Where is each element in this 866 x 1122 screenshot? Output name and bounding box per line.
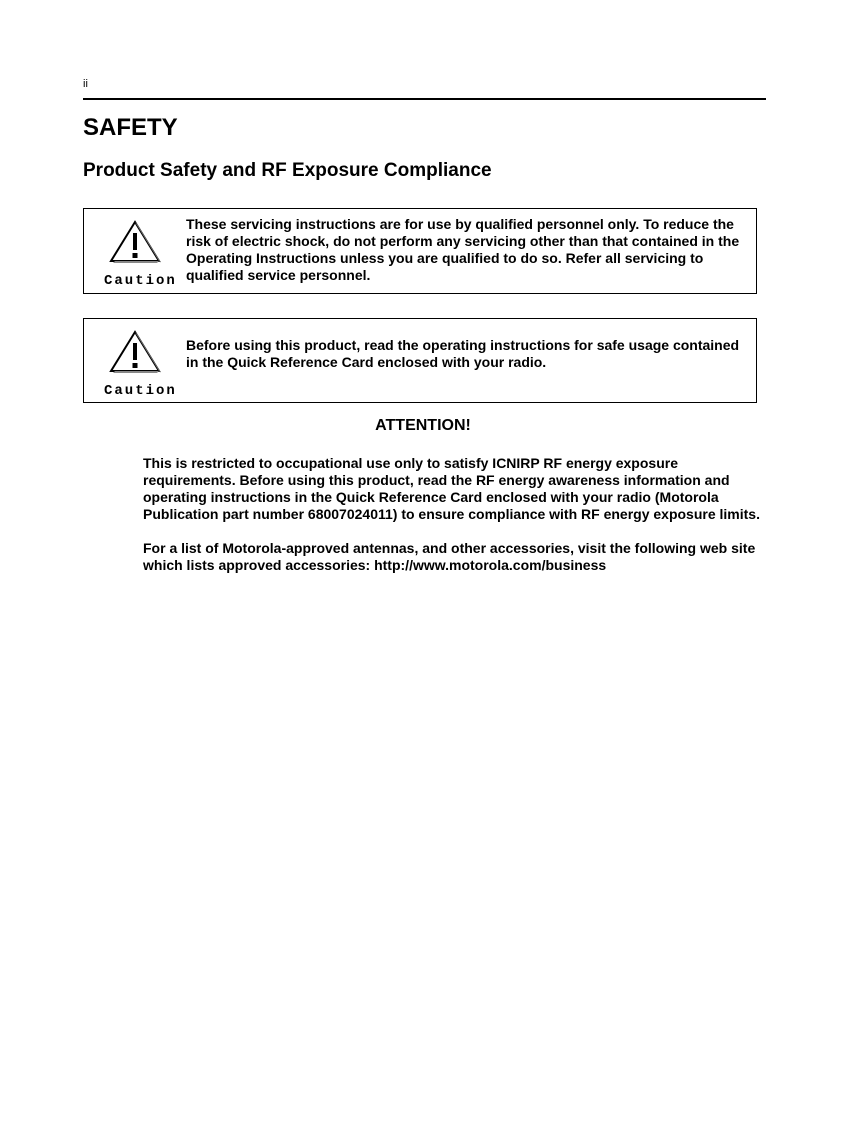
caution-icon-group	[104, 219, 177, 291]
caution-box-servicing	[83, 208, 757, 294]
caution-triangle-icon	[107, 329, 163, 375]
caution-label: Caution	[104, 273, 177, 289]
caution-text: Before using this product, read the operating instructions for safe usage contained in the Quick Reference Card enclosed with your radio.	[186, 337, 740, 370]
attention-heading: ATTENTION!	[375, 417, 471, 434]
accessories-paragraph: For a list of Motorola-approved antennas, and other accessories, visit the following web site which lists approved accessories: http://www.motorola.com/business	[143, 540, 756, 573]
page-number: ii	[83, 78, 88, 90]
caution-box-operating	[83, 318, 757, 403]
subsection-title: Product Safety and RF Exposure Compliance	[83, 160, 492, 181]
caution-triangle-icon	[107, 219, 163, 265]
section-title: SAFETY	[83, 114, 178, 141]
caution-text: These servicing instructions are for use by qualified personnel only. To reduce the risk of electric shock, do not perform any servicing other than that contained in the Operating Instructions unless you are qualified to do so. Refer all servicing to qualified service personnel.	[186, 216, 740, 283]
caution-icon-group	[104, 329, 177, 401]
caution-label: Caution	[104, 383, 177, 399]
header-rule	[83, 98, 766, 100]
rf-exposure-paragraph: This is restricted to occupational use only to satisfy ICNIRP RF energy exposure requirements. Before using this product, read the RF energy awareness information and operating instructions in the Quick Reference Card enclosed with your radio (Motorola Publication part number 68007024011) to ensure compliance with RF energy exposure limits.	[143, 455, 760, 522]
